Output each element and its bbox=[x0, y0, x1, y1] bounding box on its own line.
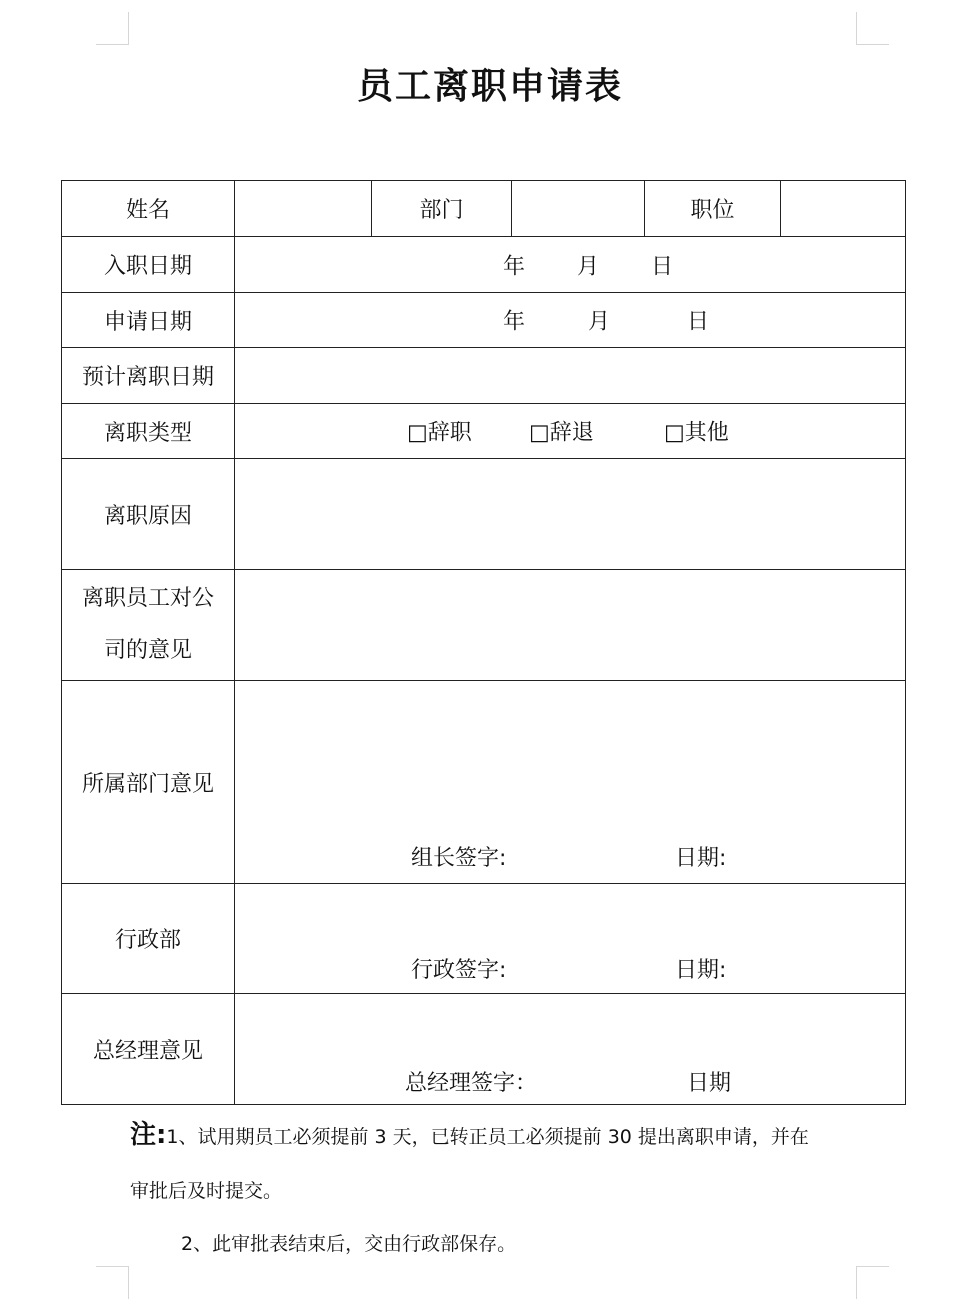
row-employee-opinion bbox=[62, 570, 906, 681]
note-item-1-continued: 审批后及时提交。 bbox=[130, 1180, 283, 1202]
corner-mark-bottom-left bbox=[96, 1266, 129, 1299]
page-title: 员工离职申请表 bbox=[356, 66, 623, 107]
row-apply-date bbox=[62, 293, 906, 348]
note-prefix: 注: bbox=[130, 1120, 167, 1150]
row-dept-opinion bbox=[62, 681, 906, 884]
expected-leave-date-field[interactable] bbox=[235, 348, 906, 404]
leave-reason-label: 离职原因 bbox=[62, 459, 235, 570]
leave-type-options bbox=[235, 404, 906, 459]
hire-day-unit: 日 bbox=[651, 254, 674, 279]
leader-signature-label: 组长签字: bbox=[411, 846, 507, 871]
employee-opinion-label-line1: 离职员工对公 bbox=[81, 586, 214, 611]
hire-date-label: 入职日期 bbox=[62, 237, 235, 293]
row-expected-leave-date bbox=[62, 348, 906, 404]
dept-opinion-label: 所属部门意见 bbox=[62, 681, 235, 884]
corner-mark-top-right bbox=[856, 12, 889, 45]
row-leave-reason bbox=[62, 459, 906, 570]
leave-type-label: 离职类型 bbox=[62, 404, 235, 459]
apply-year-unit: 年 bbox=[503, 309, 526, 335]
expected-leave-date-label: 预计离职日期 bbox=[62, 348, 235, 404]
dept-opinion-field[interactable] bbox=[235, 681, 906, 884]
row-basic-info bbox=[62, 181, 906, 237]
row-leave-type bbox=[62, 404, 906, 459]
note-item-2: 2、此审批表结束后，交由行政部保存。 bbox=[181, 1233, 517, 1255]
employee-opinion-label bbox=[62, 570, 235, 681]
gm-opinion-field[interactable] bbox=[235, 994, 906, 1105]
employee-opinion-label-line2: 司的意见 bbox=[103, 638, 192, 663]
gm-signature-label: 总经理签字： bbox=[405, 1071, 538, 1096]
employee-opinion-field[interactable] bbox=[235, 570, 906, 681]
leave-type-checkbox-resign[interactable]: □辞职 bbox=[407, 420, 472, 446]
leader-date-label: 日期: bbox=[675, 846, 727, 871]
row-hire-date bbox=[62, 237, 906, 293]
name-label: 姓名 bbox=[62, 181, 235, 237]
corner-mark-top-left bbox=[96, 12, 129, 45]
note-line-1 bbox=[130, 1114, 809, 1151]
gm-opinion-label: 总经理意见 bbox=[62, 994, 235, 1105]
apply-date-label: 申请日期 bbox=[62, 293, 235, 348]
hire-month-unit: 月 bbox=[577, 254, 600, 279]
apply-date-field[interactable] bbox=[235, 293, 906, 348]
position-label: 职位 bbox=[645, 181, 781, 237]
department-label: 部门 bbox=[372, 181, 512, 237]
row-gm-opinion bbox=[62, 994, 906, 1105]
resignation-form-table bbox=[61, 180, 906, 1105]
apply-day-unit: 日 bbox=[687, 309, 710, 335]
admin-dept-label: 行政部 bbox=[62, 884, 235, 994]
hire-date-field[interactable] bbox=[235, 237, 906, 293]
leave-type-checkbox-dismiss[interactable]: □辞退 bbox=[529, 420, 594, 446]
admin-signature-label: 行政签字: bbox=[411, 958, 507, 983]
gm-date-label: 日期 bbox=[687, 1071, 732, 1096]
department-field[interactable] bbox=[512, 181, 645, 237]
hire-year-unit: 年 bbox=[503, 254, 526, 279]
position-field[interactable] bbox=[781, 181, 906, 237]
apply-month-unit: 月 bbox=[588, 309, 611, 335]
note-item-1: 1、试用期员工必须提前 3 天，已转正员工必须提前 30 提出离职申请，并在 bbox=[166, 1126, 809, 1148]
leave-reason-field[interactable] bbox=[235, 459, 906, 570]
leave-type-checkbox-other[interactable]: □其他 bbox=[664, 420, 729, 446]
admin-opinion-field[interactable] bbox=[235, 884, 906, 994]
row-admin-dept bbox=[62, 884, 906, 994]
admin-date-label: 日期: bbox=[675, 958, 727, 983]
corner-mark-bottom-right bbox=[856, 1266, 889, 1299]
name-field[interactable] bbox=[235, 181, 372, 237]
